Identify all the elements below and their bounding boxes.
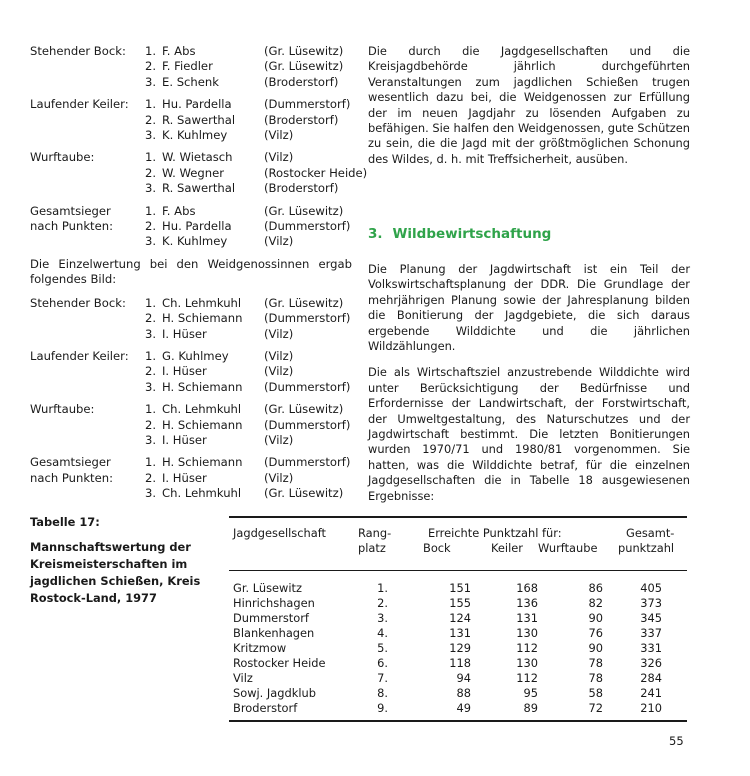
section-title: Wildbewirtschaftung: [392, 226, 552, 242]
cell-wurftaube: 76: [588, 626, 603, 640]
results-men: [30, 44, 368, 250]
cell-total: 373: [640, 596, 662, 610]
women-results-intro: Die Einzelwertung bei den Weidgenossinnen ergab folgendes Bild:: [30, 256, 352, 287]
discipline-label: [30, 150, 142, 196]
cell-club: Rostocker Heide: [233, 656, 326, 670]
entry-club: (Gr. Lüsewitz): [264, 59, 344, 74]
cell-wurftaube: 90: [588, 641, 603, 655]
entry-place: 1.: [144, 97, 156, 112]
cell-wurftaube: 78: [588, 671, 603, 685]
results-women: [30, 296, 360, 502]
discipline-label: [30, 455, 142, 501]
cell-rank: 8.: [377, 686, 388, 700]
entry-place: 1.: [144, 402, 156, 417]
team-results-table: [229, 516, 687, 722]
table-header: [229, 518, 687, 564]
table-row: [229, 611, 687, 626]
individual-results: [30, 44, 368, 509]
cell-total: 331: [640, 641, 662, 655]
table-row: [229, 686, 687, 701]
entry-name: H. Schiemann: [162, 455, 243, 470]
cell-keiler: 112: [516, 641, 538, 655]
table-label: Tabelle 17:: [30, 515, 100, 529]
entry-name: G. Kuhlmey: [162, 348, 229, 363]
cell-rank: 4.: [377, 626, 388, 640]
entry-place: 3.: [144, 181, 156, 196]
result-group: [30, 349, 360, 395]
discipline-label: [30, 349, 142, 395]
entry-place: 1.: [144, 150, 156, 165]
ranking-entry: [142, 380, 360, 395]
ranking-entry: [142, 296, 360, 311]
cell-wurftaube: 90: [588, 611, 603, 625]
cell-rank: 3.: [377, 611, 388, 625]
ranking-entry: [142, 364, 360, 379]
entry-place: 3.: [144, 432, 156, 447]
result-group: [30, 97, 360, 143]
ranking-entry: [142, 402, 360, 417]
cell-bock: 118: [449, 656, 471, 670]
entry-name: W. Wegner: [162, 165, 225, 180]
cell-total: 326: [640, 656, 662, 670]
ranking-entry: [142, 59, 360, 74]
discipline-label: [30, 44, 142, 90]
entry-place: 3.: [144, 326, 156, 341]
ranking-list: [142, 44, 360, 90]
cell-rank: 1.: [377, 581, 388, 595]
ranking-entry: [142, 327, 360, 342]
entry-name: I. Hüser: [162, 470, 207, 485]
entry-club: (Gr. Lüsewitz): [264, 44, 344, 58]
cell-total: 284: [640, 671, 662, 685]
cell-bock: 129: [449, 641, 471, 655]
cell-keiler: 112: [516, 671, 538, 685]
entry-club: (Vilz): [264, 432, 294, 447]
cell-total: 210: [640, 701, 662, 715]
ranking-entry: [142, 455, 360, 470]
cell-rank: 2.: [377, 596, 388, 610]
entry-name: R. Sawerthal: [162, 181, 236, 196]
entry-name: F. Abs: [162, 44, 196, 58]
cell-rank: 9.: [377, 701, 388, 715]
ranking-entry: [142, 113, 360, 128]
entry-place: 1.: [144, 44, 156, 58]
cell-rank: 5.: [377, 641, 388, 655]
ranking-entry: [142, 486, 360, 501]
result-group: [30, 455, 360, 501]
entry-club: (Vilz): [264, 234, 294, 249]
entry-place: 1.: [144, 455, 156, 470]
cell-bock: 124: [449, 611, 471, 625]
right-column-bottom: [368, 262, 690, 515]
cell-keiler: 136: [516, 596, 538, 610]
discipline-label: [30, 296, 142, 342]
cell-bock: 49: [456, 701, 471, 715]
discipline-label: [30, 402, 142, 448]
entry-club: (Vilz): [264, 348, 294, 363]
discipline-label-line: Laufender Keiler:: [30, 97, 129, 112]
ranking-entry: [142, 418, 360, 433]
cell-total: 405: [640, 581, 662, 595]
entry-name: E. Schenk: [162, 74, 219, 89]
cell-club: Blankenhagen: [233, 626, 315, 640]
header-keiler: Keiler: [491, 541, 523, 555]
entry-club: (Broderstorf): [264, 181, 339, 196]
entry-place: 2.: [144, 417, 156, 432]
section-heading: [368, 226, 551, 242]
entry-place: 3.: [144, 234, 156, 249]
discipline-label-line: nach Punkten:: [30, 470, 113, 485]
header-club: Jagdgesellschaft: [233, 526, 326, 540]
cell-keiler: 95: [523, 686, 538, 700]
table-row: [229, 701, 687, 716]
entry-name: Hu. Pardella: [162, 97, 232, 112]
entry-place: 3.: [144, 128, 156, 143]
discipline-label-line: Gesamtsieger: [30, 203, 111, 218]
table-row: [229, 596, 687, 611]
entry-name: I. Hüser: [162, 326, 207, 341]
cell-total: 241: [640, 686, 662, 700]
entry-name: Ch. Lehmkuhl: [162, 402, 242, 417]
entry-club: (Vilz): [264, 364, 294, 379]
ranking-list: [142, 150, 367, 196]
table-bottom-rule: [229, 720, 687, 722]
entry-club: (Vilz): [264, 128, 294, 143]
cell-bock: 88: [456, 686, 471, 700]
entry-club: (Gr. Lüsewitz): [264, 295, 344, 310]
cell-wurftaube: 86: [588, 581, 603, 595]
table-body: [229, 571, 687, 716]
entry-name: H. Schiemann: [162, 417, 243, 432]
entry-name: Ch. Lehmkuhl: [162, 486, 242, 501]
entry-name: F. Fiedler: [162, 59, 213, 74]
entry-club: (Gr. Lüsewitz): [264, 402, 344, 417]
entry-club: (Dummerstorf): [264, 311, 351, 326]
header-bock: Bock: [423, 541, 451, 555]
discipline-label-line: Laufender Keiler:: [30, 348, 129, 363]
header-rank-line1: Rang-: [358, 526, 392, 540]
table-row: [229, 641, 687, 656]
ranking-entry: [142, 181, 367, 196]
paragraph-density: Die als Wirtschaftsziel anzustrebende Wilddichte wird unter Berücksichtigung der Bedürfnisse und Erfordernisse der Landwirtschaft, der Forstwirtschaft, der Umweltgestaltung, des Naturschutzes und der Jagdwirtschaft bestimmt. Die letzten Bonitierungen wurden 1970/71 und 1980/81 vorgenommen. Sie hatten, was die Wilddichte betraf, für die einzelnen Jagdgesellschaften die in Tabelle 18 ausgewiesenen Ergebnisse:: [368, 365, 690, 503]
entry-name: K. Kuhlmey: [162, 234, 228, 249]
result-group: [30, 204, 360, 250]
cell-bock: 131: [449, 626, 471, 640]
cell-rank: 7.: [377, 671, 388, 685]
entry-club: (Vilz): [264, 326, 294, 341]
paragraph-shooting: Die durch die Jagdgesellschaften und die Kreisjagdbehörde jährlich durchgeführten Veranstaltungen zum jagdlichen Schießen trugen wesentlich dazu bei, die Weidgenossen zur Erfüllung der im neuen Jagdjahr zu lösenden Aufgaben zu befähigen. Sie halfen den Weidgenossen, gute Schützen zu sein, die die Jagd mit der größtmöglichen Schonung des Wildes, d. h. mit Treffsicherheit, ausüben.: [368, 44, 690, 166]
entry-club: (Rostocker Heide): [264, 165, 368, 180]
cell-wurftaube: 82: [588, 596, 603, 610]
entry-club: (Dummerstorf): [264, 219, 351, 234]
ranking-entry: [142, 75, 360, 90]
entry-club: (Vilz): [264, 150, 294, 165]
entry-name: I. Hüser: [162, 364, 207, 379]
cell-club: Vilz: [233, 671, 253, 685]
entry-place: 2.: [144, 59, 156, 74]
entry-club: (Gr. Lüsewitz): [264, 203, 344, 218]
table-row: [229, 626, 687, 641]
ranking-entry: [142, 219, 360, 234]
entry-place: 2.: [144, 311, 156, 326]
cell-club: Sowj. Jagdklub: [233, 686, 316, 700]
discipline-label-line: Wurftaube:: [30, 402, 95, 417]
entry-place: 2.: [144, 112, 156, 127]
ranking-list: [142, 349, 360, 395]
entry-club: (Gr. Lüsewitz): [264, 486, 344, 501]
ranking-list: [142, 97, 360, 143]
cell-keiler: 130: [516, 626, 538, 640]
cell-keiler: 89: [523, 701, 538, 715]
table-title: Mannschaftswertung der Kreismeisterschaften im jagdlichen Schießen, Kreis Rostock-Land, 1977: [30, 540, 201, 605]
discipline-label-line: Gesamtsieger: [30, 455, 111, 470]
entry-name: I. Hüser: [162, 432, 207, 447]
table-row: [229, 671, 687, 686]
ranking-entry: [142, 166, 367, 181]
discipline-label: [30, 97, 142, 143]
entry-club: (Dummerstorf): [264, 379, 351, 394]
cell-rank: 6.: [377, 656, 388, 670]
cell-wurftaube: 78: [588, 656, 603, 670]
paragraph-planning: Die Planung der Jagdwirtschaft ist ein Teil der Volkswirtschaftsplanung der DDR. Die Grundlage der mehrjährigen Planung sowie der Jahresplanung bilden die Bonitierung der Jagdgebiete, die sich daraus ergebende Wilddichte und die jährlichen Wildzählungen.: [368, 262, 690, 354]
cell-wurftaube: 58: [588, 686, 603, 700]
entry-place: 1.: [144, 348, 156, 363]
entry-place: 3.: [144, 74, 156, 89]
cell-bock: 155: [449, 596, 471, 610]
cell-club: Broderstorf: [233, 701, 298, 715]
entry-place: 1.: [144, 203, 156, 218]
entry-club: (Vilz): [264, 470, 294, 485]
entry-name: Hu. Pardella: [162, 219, 232, 234]
entry-club: (Broderstorf): [264, 112, 339, 127]
entry-place: 3.: [144, 486, 156, 501]
discipline-label: [30, 204, 142, 250]
ranking-entry: [142, 150, 367, 165]
discipline-label-line: nach Punkten:: [30, 219, 113, 234]
entry-name: K. Kuhlmey: [162, 128, 228, 143]
entry-club: (Dummerstorf): [264, 417, 351, 432]
header-total-line1: Gesamt-: [626, 526, 675, 540]
ranking-list: [142, 455, 360, 501]
result-group: [30, 296, 360, 342]
ranking-entry: [142, 433, 360, 448]
entry-club: (Broderstorf): [264, 74, 339, 89]
entry-place: 2.: [144, 470, 156, 485]
result-group: [30, 402, 360, 448]
entry-name: W. Wietasch: [162, 150, 233, 165]
right-column-top: [368, 44, 690, 177]
entry-club: (Dummerstorf): [264, 455, 351, 470]
cell-keiler: 130: [516, 656, 538, 670]
entry-place: 3.: [144, 379, 156, 394]
header-rank-line2: platz: [358, 541, 386, 555]
ranking-entry: [142, 234, 360, 249]
section-number: 3.: [368, 226, 383, 242]
header-points-group: Erreichte Punktzahl für:: [428, 526, 562, 540]
entry-club: (Dummerstorf): [264, 97, 351, 112]
ranking-entry: [142, 128, 360, 143]
entry-place: 2.: [144, 364, 156, 379]
entry-name: H. Schiemann: [162, 379, 243, 394]
cell-keiler: 131: [516, 611, 538, 625]
result-group: [30, 44, 360, 90]
ranking-list: [142, 204, 360, 250]
cell-total: 337: [640, 626, 662, 640]
entry-name: F. Abs: [162, 203, 196, 218]
header-total-line2: punktzahl: [618, 541, 675, 555]
cell-keiler: 168: [516, 581, 538, 595]
cell-club: Dummerstorf: [233, 611, 309, 625]
cell-club: Gr. Lüsewitz: [233, 581, 302, 595]
ranking-list: [142, 296, 360, 342]
cell-club: Kritzmow: [233, 641, 287, 655]
entry-name: R. Sawerthal: [162, 112, 236, 127]
discipline-label-line: Stehender Bock:: [30, 44, 126, 58]
discipline-label-line: Stehender Bock:: [30, 295, 126, 310]
ranking-entry: [142, 44, 360, 59]
entry-name: Ch. Lehmkuhl: [162, 295, 242, 310]
ranking-entry: [142, 349, 360, 364]
cell-total: 345: [640, 611, 662, 625]
result-group: [30, 150, 368, 196]
ranking-entry: [142, 311, 360, 326]
page-number: 55: [669, 734, 684, 748]
ranking-entry: [142, 97, 360, 112]
cell-club: Hinrichshagen: [233, 596, 315, 610]
ranking-entry: [142, 204, 360, 219]
ranking-entry: [142, 471, 360, 486]
cell-wurftaube: 72: [588, 701, 603, 715]
cell-bock: 151: [449, 581, 471, 595]
table-caption: [30, 514, 210, 607]
cell-bock: 94: [456, 671, 471, 685]
header-wurftaube: Wurftaube: [538, 541, 598, 555]
table-row: [229, 581, 687, 596]
entry-name: H. Schiemann: [162, 311, 243, 326]
ranking-list: [142, 402, 360, 448]
discipline-label-line: Wurftaube:: [30, 150, 95, 165]
table-row: [229, 656, 687, 671]
entry-place: 2.: [144, 165, 156, 180]
entry-place: 1.: [144, 295, 156, 310]
entry-place: 2.: [144, 219, 156, 234]
